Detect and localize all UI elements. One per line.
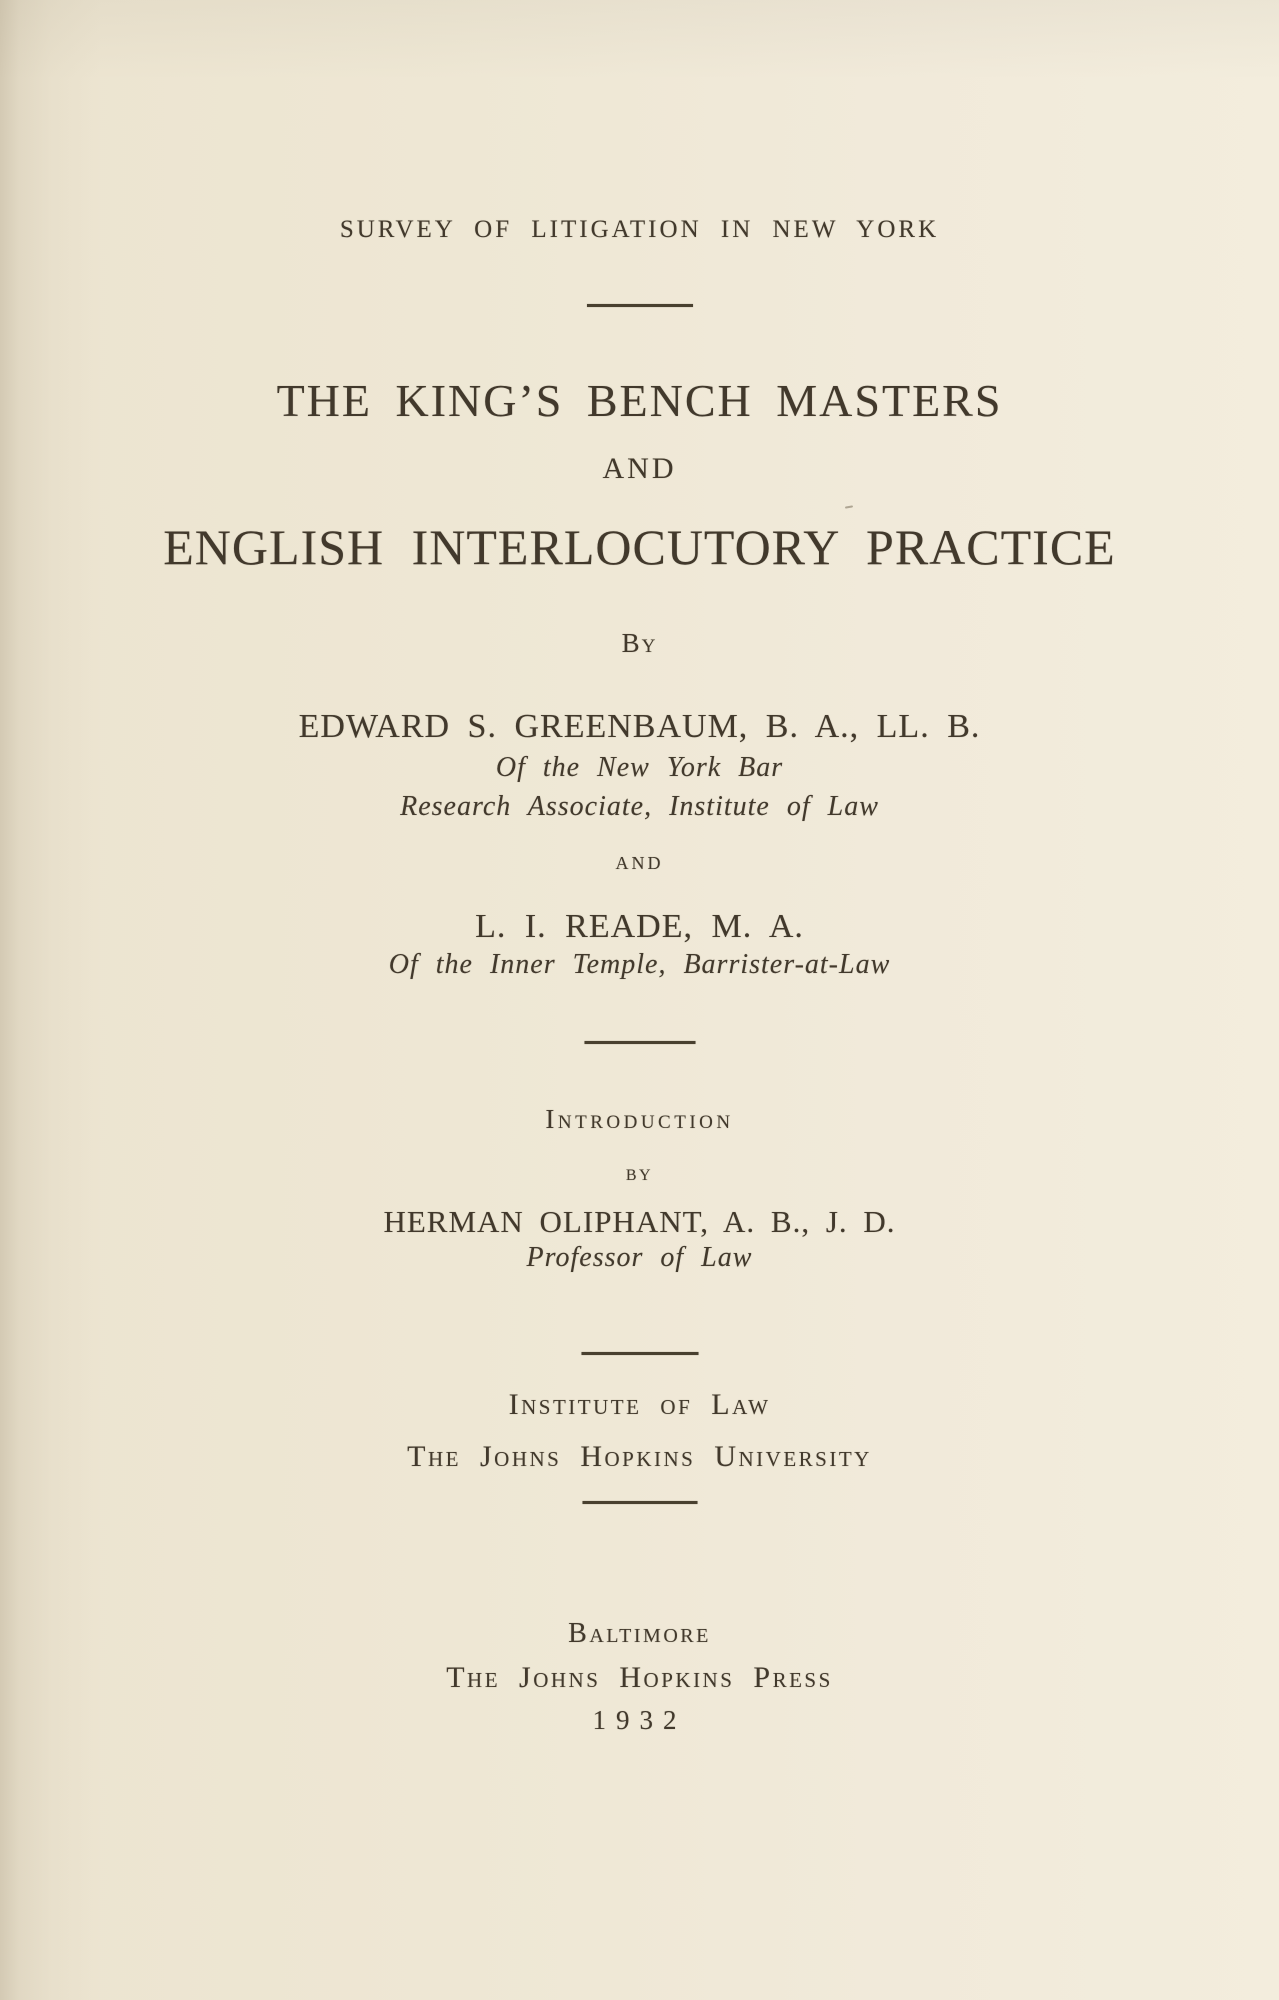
book-title-line2: ENGLISH INTERLOCUTORY PRACTICE (163, 519, 1116, 575)
imprint-city: Baltimore (568, 1618, 711, 1649)
book-title-line1: THE KING’S BENCH MASTERS (276, 375, 1003, 426)
divider-rule (582, 1501, 697, 1504)
author1-affiliation2: Research Associate, Institute of Law (400, 791, 879, 822)
introduction-by-label: by (625, 1160, 654, 1185)
scan-speck (845, 505, 853, 508)
byline-label: By (621, 628, 658, 658)
author2-affiliation1: Of the Inner Temple, Barrister-at-Law (388, 949, 891, 980)
author1-name: EDWARD S. GREENBAUM, B. A., LL. B. (298, 708, 981, 745)
introduction-author-title: Professor of Law (526, 1242, 753, 1273)
author1-affiliation1: Of the New York Bar (495, 752, 784, 783)
introduction-label: Introduction (545, 1104, 734, 1134)
series-caption: SURVEY OF LITIGATION IN NEW YORK (339, 216, 940, 243)
imprint-year: 1932 (592, 1705, 687, 1735)
institute-line1: Institute of Law (508, 1388, 771, 1421)
author2-name: L. I. READE, M. A. (475, 908, 804, 945)
book-title-connector: AND (602, 452, 677, 485)
divider-rule (584, 1041, 695, 1044)
imprint-publisher: The Johns Hopkins Press (446, 1661, 833, 1694)
authors-connector: and (615, 848, 664, 875)
divider-rule (581, 1352, 698, 1355)
introduction-author-name: HERMAN OLIPHANT, A. B., J. D. (383, 1204, 896, 1239)
institute-line2: The Johns Hopkins University (407, 1440, 872, 1473)
divider-rule (587, 304, 693, 307)
